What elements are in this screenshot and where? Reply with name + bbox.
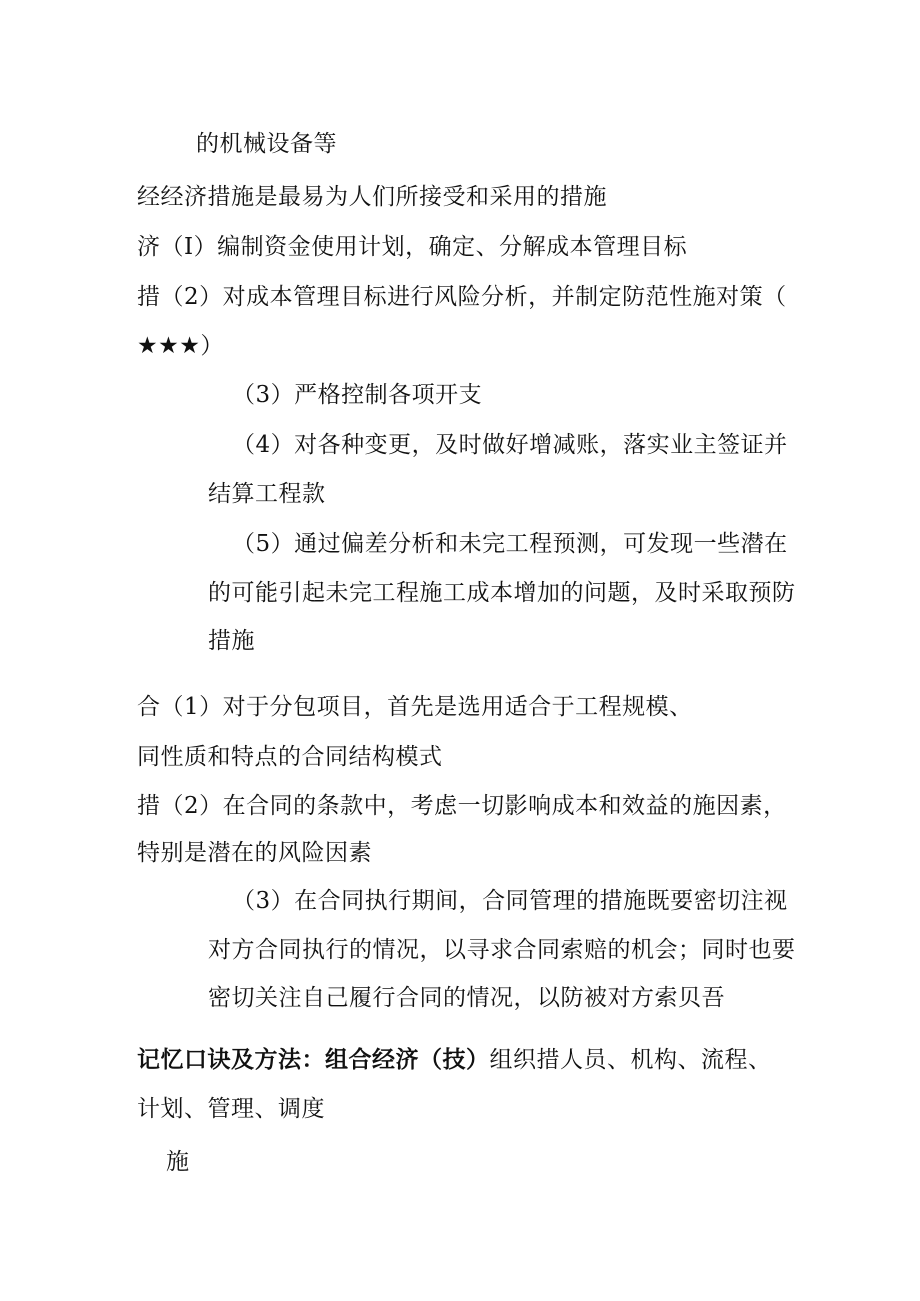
- text-line: （3）严格控制各项开支: [232, 382, 483, 408]
- text-line: 措（2）在合同的条款中，考虑一切影响成本和效益的施因素，: [137, 793, 787, 819]
- text-line: 措（2）对成本管理目标进行风险分析，并制定防范性施对策（: [137, 284, 787, 310]
- text-line: （3）在合同执行期间，合同管理的措施既要密切注视: [232, 888, 788, 914]
- text-line: 施: [166, 1149, 190, 1175]
- text-line: 对方合同执行的情况，以寻求合同索赔的机会；同时也要: [208, 937, 796, 963]
- text-line: 济（I）编制资金使用计划，确定、分解成本管理目标: [137, 234, 688, 260]
- text-line: 的可能引起未完工程施工成本增加的问题，及时采取预防: [208, 580, 796, 606]
- text-line: （4）对各种变更，及时做好增减账，落实业主签证并: [232, 432, 788, 458]
- text-line: 措施: [208, 628, 255, 654]
- text-line: 特别是潜在的风险因素: [137, 840, 372, 866]
- text-line: 密切关注自己履行合同的情况，以防被对方索贝吾: [208, 985, 725, 1011]
- text-line: 同性质和特点的合同结构模式: [137, 744, 443, 770]
- text-line: 结算工程款: [208, 481, 326, 507]
- text-line: 计划、管理、调度: [137, 1096, 325, 1122]
- text-line: 合（1）对于分包项目，首先是选用适合于工程规模、: [137, 694, 693, 720]
- rating-stars: ★★★）: [137, 333, 224, 359]
- text-line: 经经济措施是最易为人们所接受和采用的措施: [137, 184, 607, 210]
- text-line: （5）通过偏差分析和未完工程预测，可发现一些潜在: [232, 531, 788, 557]
- text-line: 的机械设备等: [196, 131, 337, 157]
- mnemonic-body: 组织措人员、机构、流程、: [489, 1047, 772, 1073]
- mnemonic-line: [137, 1045, 772, 1075]
- mnemonic-heading: 记忆口诀及方法：组合经济（技）: [137, 1046, 490, 1073]
